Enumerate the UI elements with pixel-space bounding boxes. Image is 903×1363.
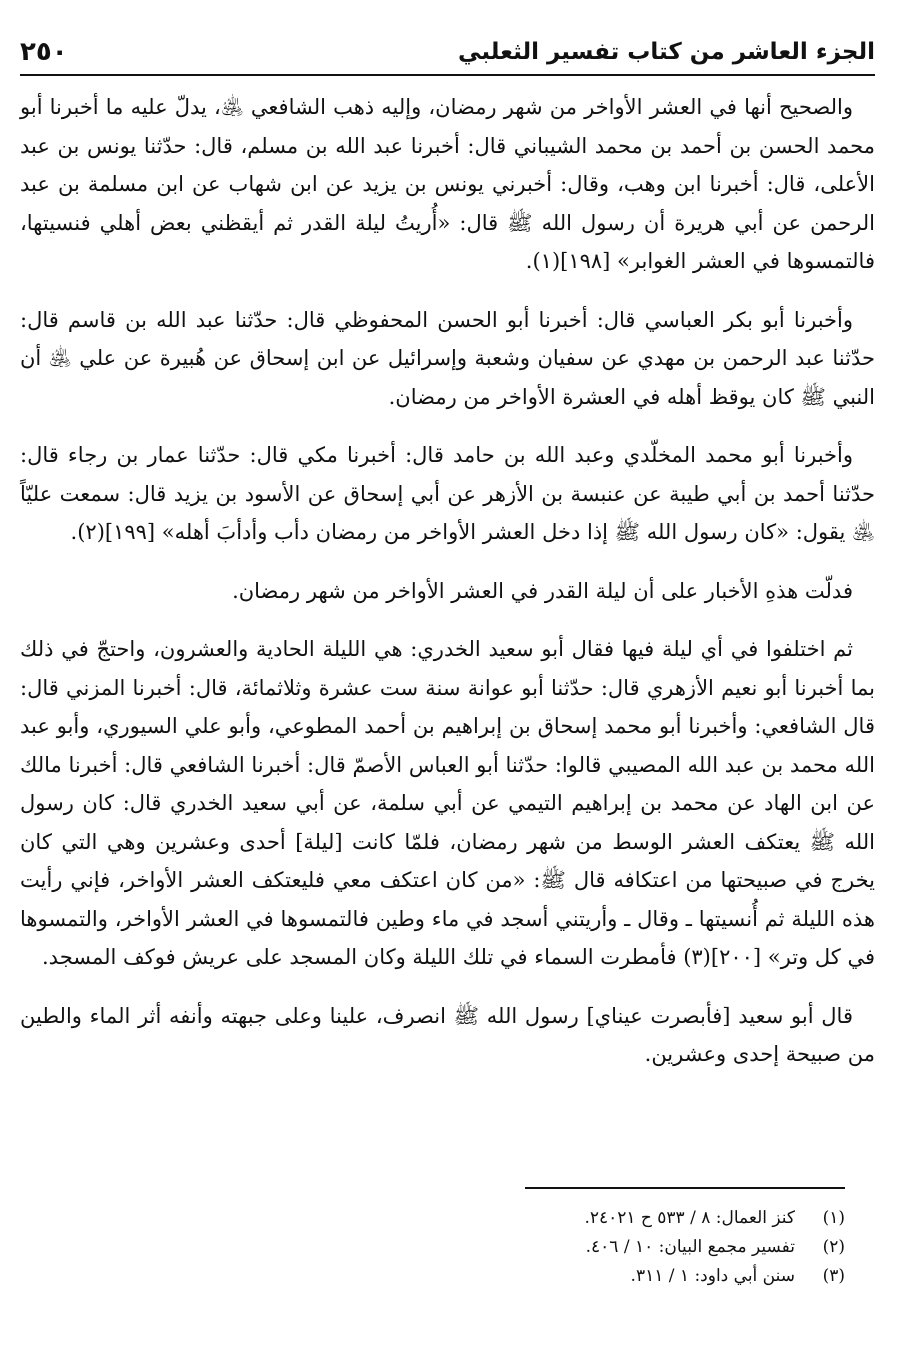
paragraph: والصحيح أنها في العشر الأواخر من شهر رمضان، وإليه ذهب الشافعي ﵁، يدلّ عليه ما أخبرنا أبو محمد الحسن بن أحمد بن محمد الشيباني قال: أخبرنا عبد الله بن مسلم، قال: حدّثنا يونس بن عبد الأعلى، قال: أخبرنا ابن وهب، وقال: أخبرني يونس بن يزيد عن ابن شهاب عن ابن مسلمة بن عبد الرحمن عن أبي هريرة أن رسول الله ﷺ قال: «أُريتُ ليلة القدر ثم أيقظني بعض أهلي فنسيتها، فالتمسوها في العشر الغوابر» [١٩٨](١). [20, 95, 875, 273]
running-header [20, 30, 875, 76]
footnotes [100, 1204, 845, 1291]
paragraph: وأخبرنا أبو بكر العباسي قال: أخبرنا أبو الحسن المحفوظي قال: حدّثنا عبد الله بن قاسم قال: حدّثنا عبد الرحمن بن مهدي عن سفيان وشعبة وإسرائيل عن ابن إسحاق عن هُبيرة عن علي ﵁ أن النبي ﷺ كان يوقظ أهله في العشرة الأواخر من رمضان. [20, 307, 875, 409]
paragraph: قال أبو سعيد [فأبصرت عيناي] رسول الله ﷺ انصرف، علينا وعلى جبهته وأنفه أثر الماء والطين من صبيحة إحدى وعشرين. [20, 1003, 875, 1066]
footnote-item [100, 1204, 845, 1233]
page-number: ٢٥٠ [20, 37, 68, 67]
running-title: الجزء العاشر من كتاب تفسير الثعلبي [458, 39, 875, 65]
paragraph: ثم اختلفوا في أي ليلة فيها فقال أبو سعيد الخدري: هي الليلة الحادية والعشرون، واحتجّ في ذلك بما أخبرنا أبو نعيم الأزهري قال: حدّثنا أبو عوانة سنة ست عشرة وثلاثمائة، قال: أخبرنا المزني قال: قال الشافعي: وأخبرنا أبو محمد إسحاق بن إبراهيم بن أحمد المطوعي، وأبو علي السيوري، وأبو عبد الله محمد بن عبد الله المصيبي قالوا: حدّثنا أبو العباس الأصمّ قال: أخبرنا الشافعي قال: أخبرنا مالك عن ابن الهاد عن محمد بن إبراهيم التيمي عن أبي سلمة، عن أبي سعيد الخدري قال: كان رسول الله ﷺ يعتكف العشر الوسط من شهر رمضان، فلمّا كانت [ليلة] أحدى وعشرين وهي التي كان يخرج في صبيحتها من اعتكافه قال ﷺ: «من كان اعتكف معي فليعتكف العشر الأواخر، فإني رأيت هذه الليلة ثم أُنسيتها ـ وقال ـ وأريتني أسجد في ماء وطين فالتمسوها في العشر الأواخر، والتمسوها في كل وتر» [٢٠٠](٣) فأمطرت السماء في تلك الليلة وكان المسجد على عريش فوكف المسجد. [20, 637, 875, 969]
footnote-text: تفسير مجمع البيان: ١٠ / ٤٠٦. [585, 1237, 795, 1257]
footnote-text: سنن أبي داود: ١ / ٣١١. [630, 1266, 795, 1286]
paragraph: وأخبرنا أبو محمد المخلّدي وعبد الله بن حامد قال: أخبرنا مكي قال: حدّثنا عمار بن رجاء قال: حدّثنا أحمد بن أبي طيبة عن عنبسة بن الأزهر عن أبي إسحاق عن الأسود بن يزيد قال: سمعت عليّاً ﵁ يقول: «كان رسول الله ﷺ إذا دخل العشر الأواخر من رمضان دأب وأدأبَ أهله» [١٩٩](٢). [20, 443, 875, 544]
footnote-number: (٢) [822, 1237, 845, 1257]
footnote-separator [525, 1187, 845, 1189]
footnote-number: (٣) [822, 1266, 845, 1286]
footnote-number: (١) [822, 1208, 845, 1228]
footnote-item [100, 1262, 845, 1291]
footnote-item [100, 1233, 845, 1262]
footnote-text: كنز العمال: ٨ / ٥٣٣ ح ٢٤٠٢١. [584, 1208, 795, 1228]
paragraph: فدلّت هذهِ الأخبار على أن ليلة القدر في العشر الأواخر من شهر رمضان. [232, 578, 853, 603]
main-text [20, 88, 875, 1094]
